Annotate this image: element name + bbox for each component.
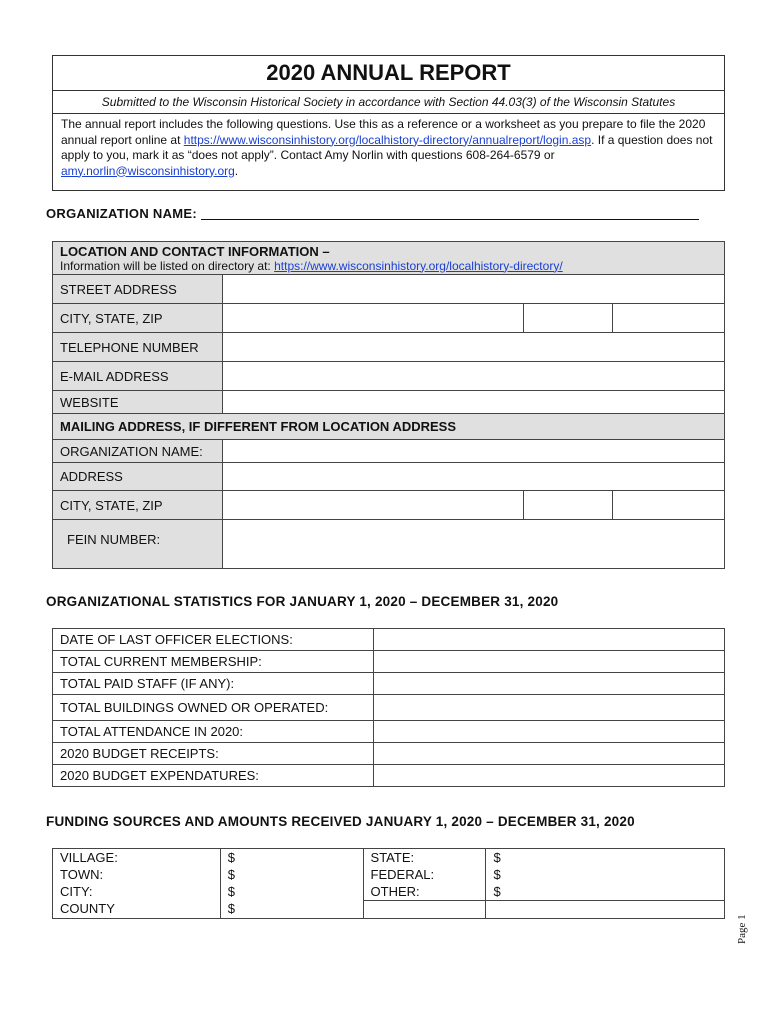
funding-amount-field[interactable]: $ [220, 866, 363, 883]
mailing-org-name-label: ORGANIZATION NAME: [53, 440, 223, 463]
funding-amount-field[interactable]: $ [486, 849, 725, 867]
mailing-address-field[interactable] [222, 463, 724, 491]
statistics-value-field[interactable] [373, 695, 724, 721]
directory-info-text: Information will be listed on directory at: [60, 258, 275, 273]
city-state-zip-label: CITY, STATE, ZIP [53, 304, 223, 333]
statistics-label: TOTAL BUILDINGS OWNED OR OPERATED: [53, 695, 374, 721]
page-title: 2020 ANNUAL REPORT [53, 56, 724, 91]
location-heading-cell [53, 242, 725, 275]
street-address-label: STREET ADDRESS [53, 275, 223, 304]
funding-source-label: STATE: [363, 849, 486, 867]
telephone-field[interactable] [222, 333, 724, 362]
mailing-zip-field[interactable] [613, 491, 725, 520]
funding-row [53, 883, 725, 901]
contact-email-link[interactable]: amy.norlin@wisconsinhistory.org [61, 163, 235, 178]
statistics-label: 2020 BUDGET EXPENDATURES: [53, 765, 374, 787]
page-number: Page 1 [736, 914, 748, 944]
funding-amount-field[interactable]: $ [220, 901, 363, 919]
organization-name-field[interactable] [201, 219, 699, 220]
statistics-label: 2020 BUDGET RECEIPTS: [53, 743, 374, 765]
statistics-row [53, 743, 725, 765]
funding-amount-field[interactable]: $ [486, 866, 725, 883]
location-heading: LOCATION AND CONTACT INFORMATION – [60, 243, 330, 259]
mailing-address-label: ADDRESS [53, 463, 223, 491]
funding-amount-field[interactable]: $ [220, 849, 363, 867]
funding-row [53, 866, 725, 883]
state-field[interactable] [524, 304, 613, 333]
directory-info [60, 259, 717, 274]
funding-row [53, 901, 725, 919]
funding-source-label: FEDERAL: [363, 866, 486, 883]
mailing-city-field[interactable] [222, 491, 523, 520]
funding-source-label: VILLAGE: [53, 849, 221, 867]
funding-source-label: TOWN: [53, 866, 221, 883]
mailing-org-name-field[interactable] [222, 440, 724, 463]
funding-source-label: OTHER: [363, 883, 486, 901]
statistics-label: TOTAL ATTENDANCE IN 2020: [53, 721, 374, 743]
statistics-value-field[interactable] [373, 721, 724, 743]
statistics-value-field[interactable] [373, 629, 724, 651]
statistics-value-field[interactable] [373, 765, 724, 787]
statistics-table [52, 628, 725, 787]
telephone-label: TELEPHONE NUMBER [53, 333, 223, 362]
statistics-row [53, 651, 725, 673]
intro-text-3: . [234, 163, 239, 178]
statistics-row [53, 765, 725, 787]
email-label: E-MAIL ADDRESS [53, 362, 223, 391]
statistics-value-field[interactable] [373, 743, 724, 765]
zip-field[interactable] [613, 304, 725, 333]
statistics-row [53, 721, 725, 743]
statistics-value-field[interactable] [373, 673, 724, 695]
mailing-state-field[interactable] [524, 491, 613, 520]
organization-name-line [46, 206, 726, 221]
location-contact-table [52, 241, 725, 569]
fein-label: FEIN NUMBER: [53, 520, 223, 569]
email-field[interactable] [222, 362, 724, 391]
annual-report-login-link[interactable]: https://www.wisconsinhistory.org/localhistory-directory/annualreport/login.asp [183, 132, 592, 147]
city-field[interactable] [222, 304, 523, 333]
street-address-field[interactable] [222, 275, 724, 304]
funding-source-label: CITY: [53, 883, 221, 901]
statistics-title: ORGANIZATIONAL STATISTICS FOR JANUARY 1, 2020 – DECEMBER 31, 2020 [46, 594, 559, 609]
statistics-value-field[interactable] [373, 651, 724, 673]
funding-row [53, 849, 725, 867]
funding-source-label: COUNTY [53, 901, 221, 919]
statistics-row [53, 673, 725, 695]
funding-amount-field[interactable]: $ [486, 883, 725, 901]
website-label: WEBSITE [53, 391, 223, 414]
intro-text-2: . If a question does not apply to you, mark it as “does not apply”. Contact Amy Norlin with questions 608-264-6579 or [61, 132, 713, 162]
statistics-label: TOTAL CURRENT MEMBERSHIP: [53, 651, 374, 673]
directory-link[interactable]: https://www.wisconsinhistory.org/localhistory-directory/ [274, 258, 563, 273]
report-header [52, 55, 725, 191]
mailing-city-state-zip-label: CITY, STATE, ZIP [53, 491, 223, 520]
website-field[interactable] [222, 391, 724, 414]
funding-amount-field[interactable]: $ [220, 883, 363, 901]
funding-title: FUNDING SOURCES AND AMOUNTS RECEIVED JANUARY 1, 2020 – DECEMBER 31, 2020 [46, 814, 635, 829]
mailing-heading: MAILING ADDRESS, IF DIFFERENT FROM LOCATION ADDRESS [53, 414, 725, 440]
funding-amount-field[interactable] [486, 901, 725, 919]
statistics-row [53, 695, 725, 721]
statistics-label: DATE OF LAST OFFICER ELECTIONS: [53, 629, 374, 651]
intro-text-1: The annual report includes the following questions. Use this as a reference or a worksheet as you prepare to file the 2020 annual report online at [61, 117, 706, 147]
statistics-label: TOTAL PAID STAFF (IF ANY): [53, 673, 374, 695]
funding-source-label [363, 901, 486, 919]
statistics-row [53, 629, 725, 651]
fein-field[interactable] [222, 520, 724, 569]
report-subtitle: Submitted to the Wisconsin Historical Society in accordance with Section 44.03(3) of the Wisconsin Statutes [53, 91, 724, 114]
intro-paragraph [53, 114, 724, 190]
organization-name-label: ORGANIZATION NAME: [46, 206, 198, 221]
funding-table [52, 848, 725, 919]
